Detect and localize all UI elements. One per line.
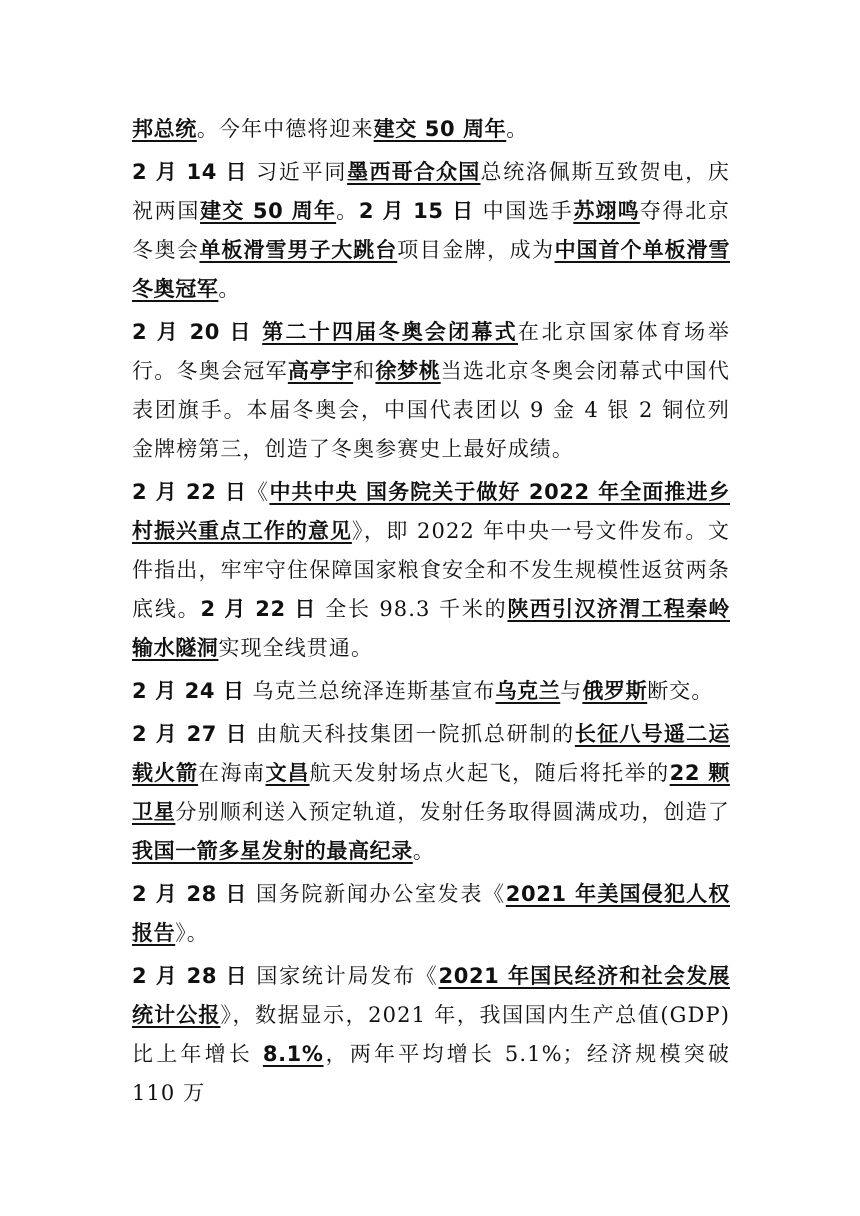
segment: 国务院新闻办公室发表《: [247, 882, 506, 906]
paragraph-feb-22: [132, 473, 730, 668]
segment: 苏翊鸣: [573, 199, 640, 223]
segment: 第二十四届冬奥会闭幕式: [262, 320, 518, 344]
date-label: 2 月 14 日: [132, 160, 248, 184]
segment: ，两年平均增长 5.1%；经济规模突破 110 万: [132, 1042, 730, 1105]
segment: 22 颗卫星: [132, 761, 730, 824]
segment: 2021 年美国侵犯人权报告: [132, 882, 730, 945]
segment: 中国首个单板滑雪冬奥冠军: [132, 238, 730, 301]
segment: 。: [218, 277, 241, 301]
segment: 邦总统: [132, 117, 197, 141]
paragraph-feb-20: [132, 313, 730, 469]
paragraph-feb-27: [132, 715, 730, 871]
segment: 。: [506, 117, 529, 141]
segment: [253, 320, 262, 344]
segment: 夺得北京冬奥会: [132, 199, 730, 262]
segment: 国家统计局发布《: [247, 964, 439, 988]
segment: 。: [412, 839, 435, 863]
segment: 文昌: [265, 761, 310, 785]
segment: 断交。: [647, 679, 714, 703]
segment: 陕西引汉济渭工程秦岭输水隧洞: [132, 597, 731, 660]
segment: 长征八号遥二运载火箭: [132, 722, 730, 785]
date-label: 2 月 15 日: [358, 199, 475, 223]
segment: 》，即 2022 年中央一号文件发布。文件指出，牢牢守住保障国家粮食安全和不发生规模性返贫两条底线。: [132, 519, 731, 621]
segment: 乌克兰总统泽连斯基宣布: [244, 679, 496, 703]
segment: 2021 年国民经济和社会发展统计公报: [132, 964, 730, 1027]
segment: 墨西哥合众国: [347, 160, 481, 184]
segment: 习近平同: [247, 160, 348, 184]
segment: 》，数据显示，2021 年，我国国内生产总值(GDP)比上年增长: [132, 1003, 730, 1066]
date-label: 2 月 28 日: [132, 964, 248, 988]
date-label: 2 月 28 日: [132, 882, 248, 906]
segment: 在北京国家体育场举行。冬奥会冠军: [132, 320, 730, 383]
date-label: 2 月 24 日: [132, 679, 245, 703]
segment: 单板滑雪男子大跳台: [199, 238, 398, 262]
paragraph-feb-28-human-rights: [132, 875, 730, 953]
segment: 我国一箭多星发射的最高纪录: [132, 839, 413, 863]
segment: 当选北京冬奥会闭幕式中国代表团旗手。本届冬奥会，中国代表团以 9 金 4 银 2 铜位列金牌榜第三，创造了冬奥参赛史上最好成绩。: [132, 359, 730, 461]
segment: 与: [560, 679, 583, 703]
segment: 8.1%: [262, 1042, 324, 1066]
paragraph-germany: [132, 110, 730, 149]
segment: 《: [246, 480, 270, 504]
date-label: 2 月 27 日: [132, 722, 248, 746]
segment: 乌克兰: [495, 679, 561, 703]
segment: 俄罗斯: [582, 679, 648, 703]
segment: 在海南: [198, 761, 266, 785]
segment: 航天发射场点火起飞，随后将托举的: [309, 761, 670, 785]
paragraph-feb-28-statistics: [132, 957, 730, 1113]
paragraph-feb-24: [132, 672, 730, 711]
date-label: 2 月 20 日: [132, 320, 253, 344]
segment: 总统洛佩斯互致贺电，庆祝两国: [132, 160, 730, 223]
segment: 。今年中德将迎来: [196, 117, 374, 141]
segment: 中共中央 国务院关于做好 2022 年全面推进乡村振兴重点工作的意见: [132, 480, 730, 543]
segment: 项目金牌，成为: [397, 238, 555, 262]
segment: 全长 98.3 千米的: [316, 597, 508, 621]
paragraph-feb-14: [132, 153, 730, 309]
segment: 和: [353, 359, 376, 383]
segment: 。: [336, 199, 359, 223]
segment: 建交 50 周年: [373, 117, 507, 141]
segment: 建交 50 周年: [200, 199, 337, 223]
segment: 分别顺利送入预定轨道，发射任务取得圆满成功，创造了: [175, 800, 731, 824]
document-body: [132, 110, 730, 1117]
segment: 实现全线贯通。: [218, 636, 374, 660]
segment: 徐梦桃: [375, 359, 441, 383]
date-label: 2 月 22 日: [200, 597, 317, 621]
segment: 中国选手: [474, 199, 574, 223]
date-label: 2 月 22 日: [132, 480, 247, 504]
segment: 》。: [175, 921, 209, 945]
segment: 高亭宇: [287, 359, 354, 383]
segment: 由航天科技集团一院抓总研制的: [247, 722, 575, 746]
